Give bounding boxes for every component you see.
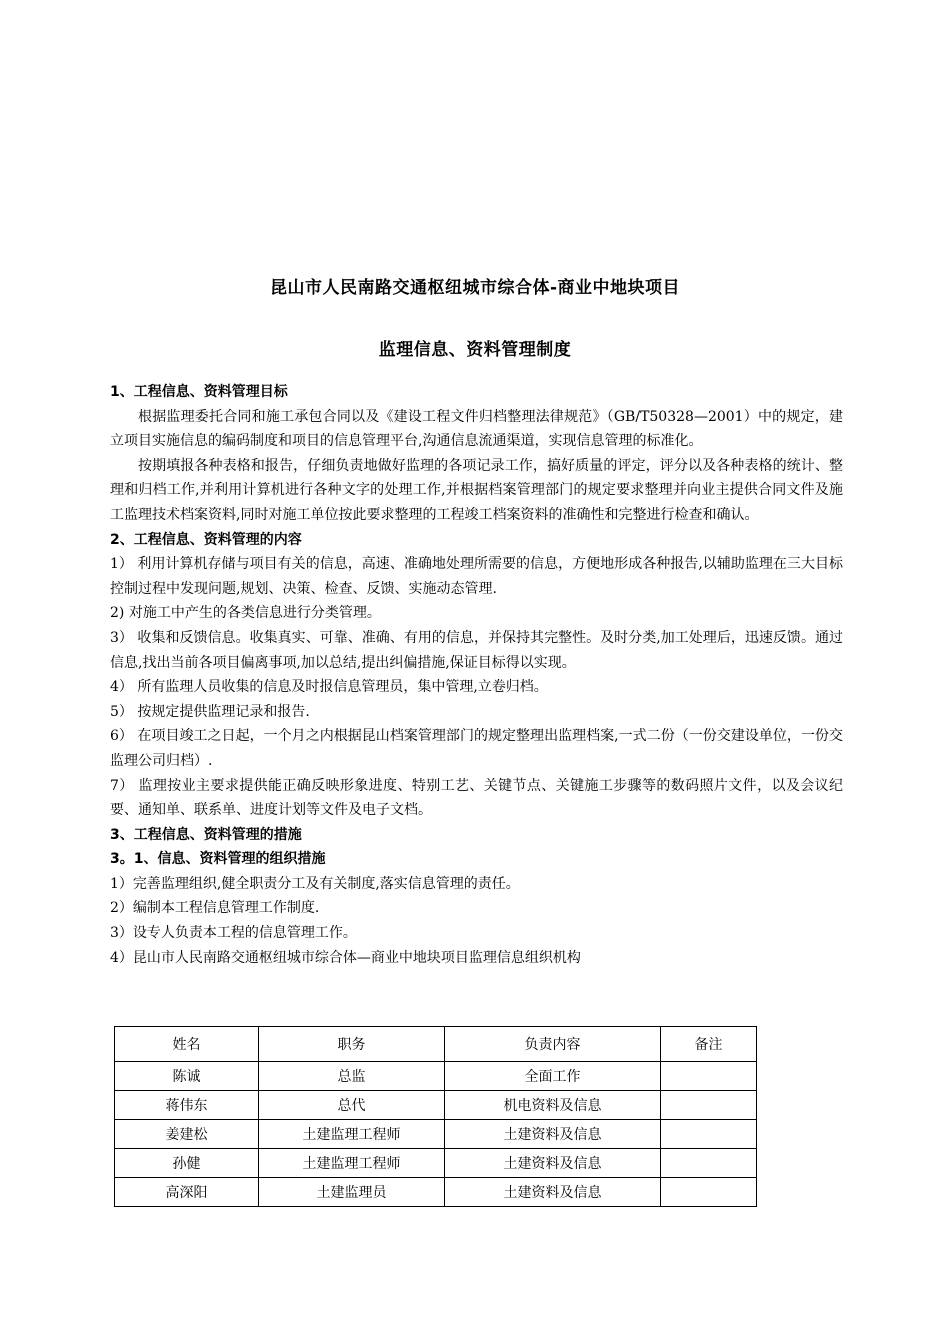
column-header-responsibility: 负责内容 — [445, 1027, 661, 1062]
list-item: 3） 收集和反馈信息。收集真实、可靠、准确、有用的信息，并保持其完整性。及时分类,加工处理后，迅速反馈。通过信息,找出当前各项目偏离事项,加以总结,提出纠偏措施,保证目标得以实现。 — [110, 629, 843, 671]
list-item: 2) 对施工中产生的各类信息进行分类管理。 — [110, 605, 381, 622]
cell-responsibility: 机电资料及信息 — [445, 1091, 661, 1120]
cell-remarks — [661, 1149, 757, 1178]
list-item: 1）完善监理组织,健全职责分工及有关制度,落实信息管理的责任。 — [110, 875, 520, 892]
cell-responsibility: 土建资料及信息 — [445, 1120, 661, 1149]
column-header-position: 职务 — [259, 1027, 445, 1062]
list-item: 6） 在项目竣工之日起，一个月之内根据昆山档案管理部门的规定整理出监理档案,一式二份（一份交建设单位，一份交监理公司归档）. — [110, 728, 843, 769]
page-subtitle: 监理信息、资料管理制度 — [378, 340, 572, 360]
cell-responsibility: 全面工作 — [445, 1062, 661, 1091]
cell-remarks — [661, 1120, 757, 1149]
cell-position: 土建监理工程师 — [259, 1120, 445, 1149]
table-header-row — [115, 1027, 757, 1062]
cell-remarks — [661, 1091, 757, 1120]
table-row — [115, 1062, 757, 1091]
column-header-name: 姓名 — [115, 1027, 259, 1062]
cell-position: 总监 — [259, 1062, 445, 1091]
list-item: 4）昆山市人民南路交通枢纽城市综合体—商业中地块项目监理信息组织机构 — [110, 949, 581, 966]
cell-remarks — [661, 1062, 757, 1091]
list-item: 4） 所有监理人员收集的信息及时报信息管理员，集中管理,立卷归档。 — [110, 679, 548, 696]
list-item: 3）设专人负责本工程的信息管理工作。 — [110, 925, 357, 942]
page-title: 昆山市人民南路交通枢纽城市综合体-商业中地块项目 — [269, 278, 681, 298]
list-item: 2）编制本工程信息管理工作制度. — [110, 900, 320, 917]
table-row — [115, 1120, 757, 1149]
cell-name: 蒋伟东 — [115, 1091, 259, 1120]
cell-name: 姜建松 — [115, 1120, 259, 1149]
cell-remarks — [661, 1178, 757, 1207]
list-item: 5） 按规定提供监理记录和报告. — [110, 703, 310, 720]
section-heading: 3。1、信息、资料管理的组织措施 — [110, 851, 326, 868]
list-item: 1） 利用计算机存储与项目有关的信息，高速、准确地处理所需要的信息，方便地形成各种报告,以辅助监理在三大目标控制过程中发现问题,规划、决策、检查、反馈、实施动态管理. — [110, 556, 843, 597]
section-heading: 3、工程信息、资料管理的措施 — [110, 826, 302, 843]
body-paragraph: 按期填报各种表格和报告，仔细负责地做好监理的各项记录工作，搞好质量的评定，评分以及各种表格的统计、整理和归档工作,并利用计算机进行各种文字的处理工作,并根据档案管理部门的规定要求整理并向业主提供合同文件及施工监理技术档案资料,同时对施工单位按此要求整理的工程竣工档案资料的准确性和完整进行检查和确认。 — [110, 457, 843, 523]
cell-responsibility: 土建资料及信息 — [445, 1178, 661, 1207]
table-row — [115, 1149, 757, 1178]
cell-name: 陈诚 — [115, 1062, 259, 1091]
cell-responsibility: 土建资料及信息 — [445, 1149, 661, 1178]
cell-name: 孙健 — [115, 1149, 259, 1178]
body-paragraph: 根据监理委托合同和施工承包合同以及《建设工程文件归档整理法律规范》（GB/T50328—2001）中的规定，建立项目实施信息的编码制度和项目的信息管理平台,沟通信息流通渠道，实现信息管理的标准化。 — [110, 408, 843, 450]
section-heading: 1、工程信息、资料管理目标 — [110, 384, 288, 400]
document-body — [110, 380, 843, 970]
column-header-remarks: 备注 — [661, 1027, 757, 1062]
staff-table — [114, 1026, 757, 1207]
cell-position: 土建监理工程师 — [259, 1149, 445, 1178]
list-item: 7） 监理按业主要求提供能正确反映形象进度、特别工艺、关键节点、关键施工步骤等的数码照片文件，以及会议纪要、通知单、联系单、进度计划等文件及电子文档。 — [110, 777, 843, 819]
cell-position: 总代 — [259, 1091, 445, 1120]
table-row — [115, 1091, 757, 1120]
table-row — [115, 1178, 757, 1207]
cell-position: 土建监理员 — [259, 1178, 445, 1207]
section-heading: 2、工程信息、资料管理的内容 — [110, 531, 302, 548]
cell-name: 高深阳 — [115, 1178, 259, 1207]
